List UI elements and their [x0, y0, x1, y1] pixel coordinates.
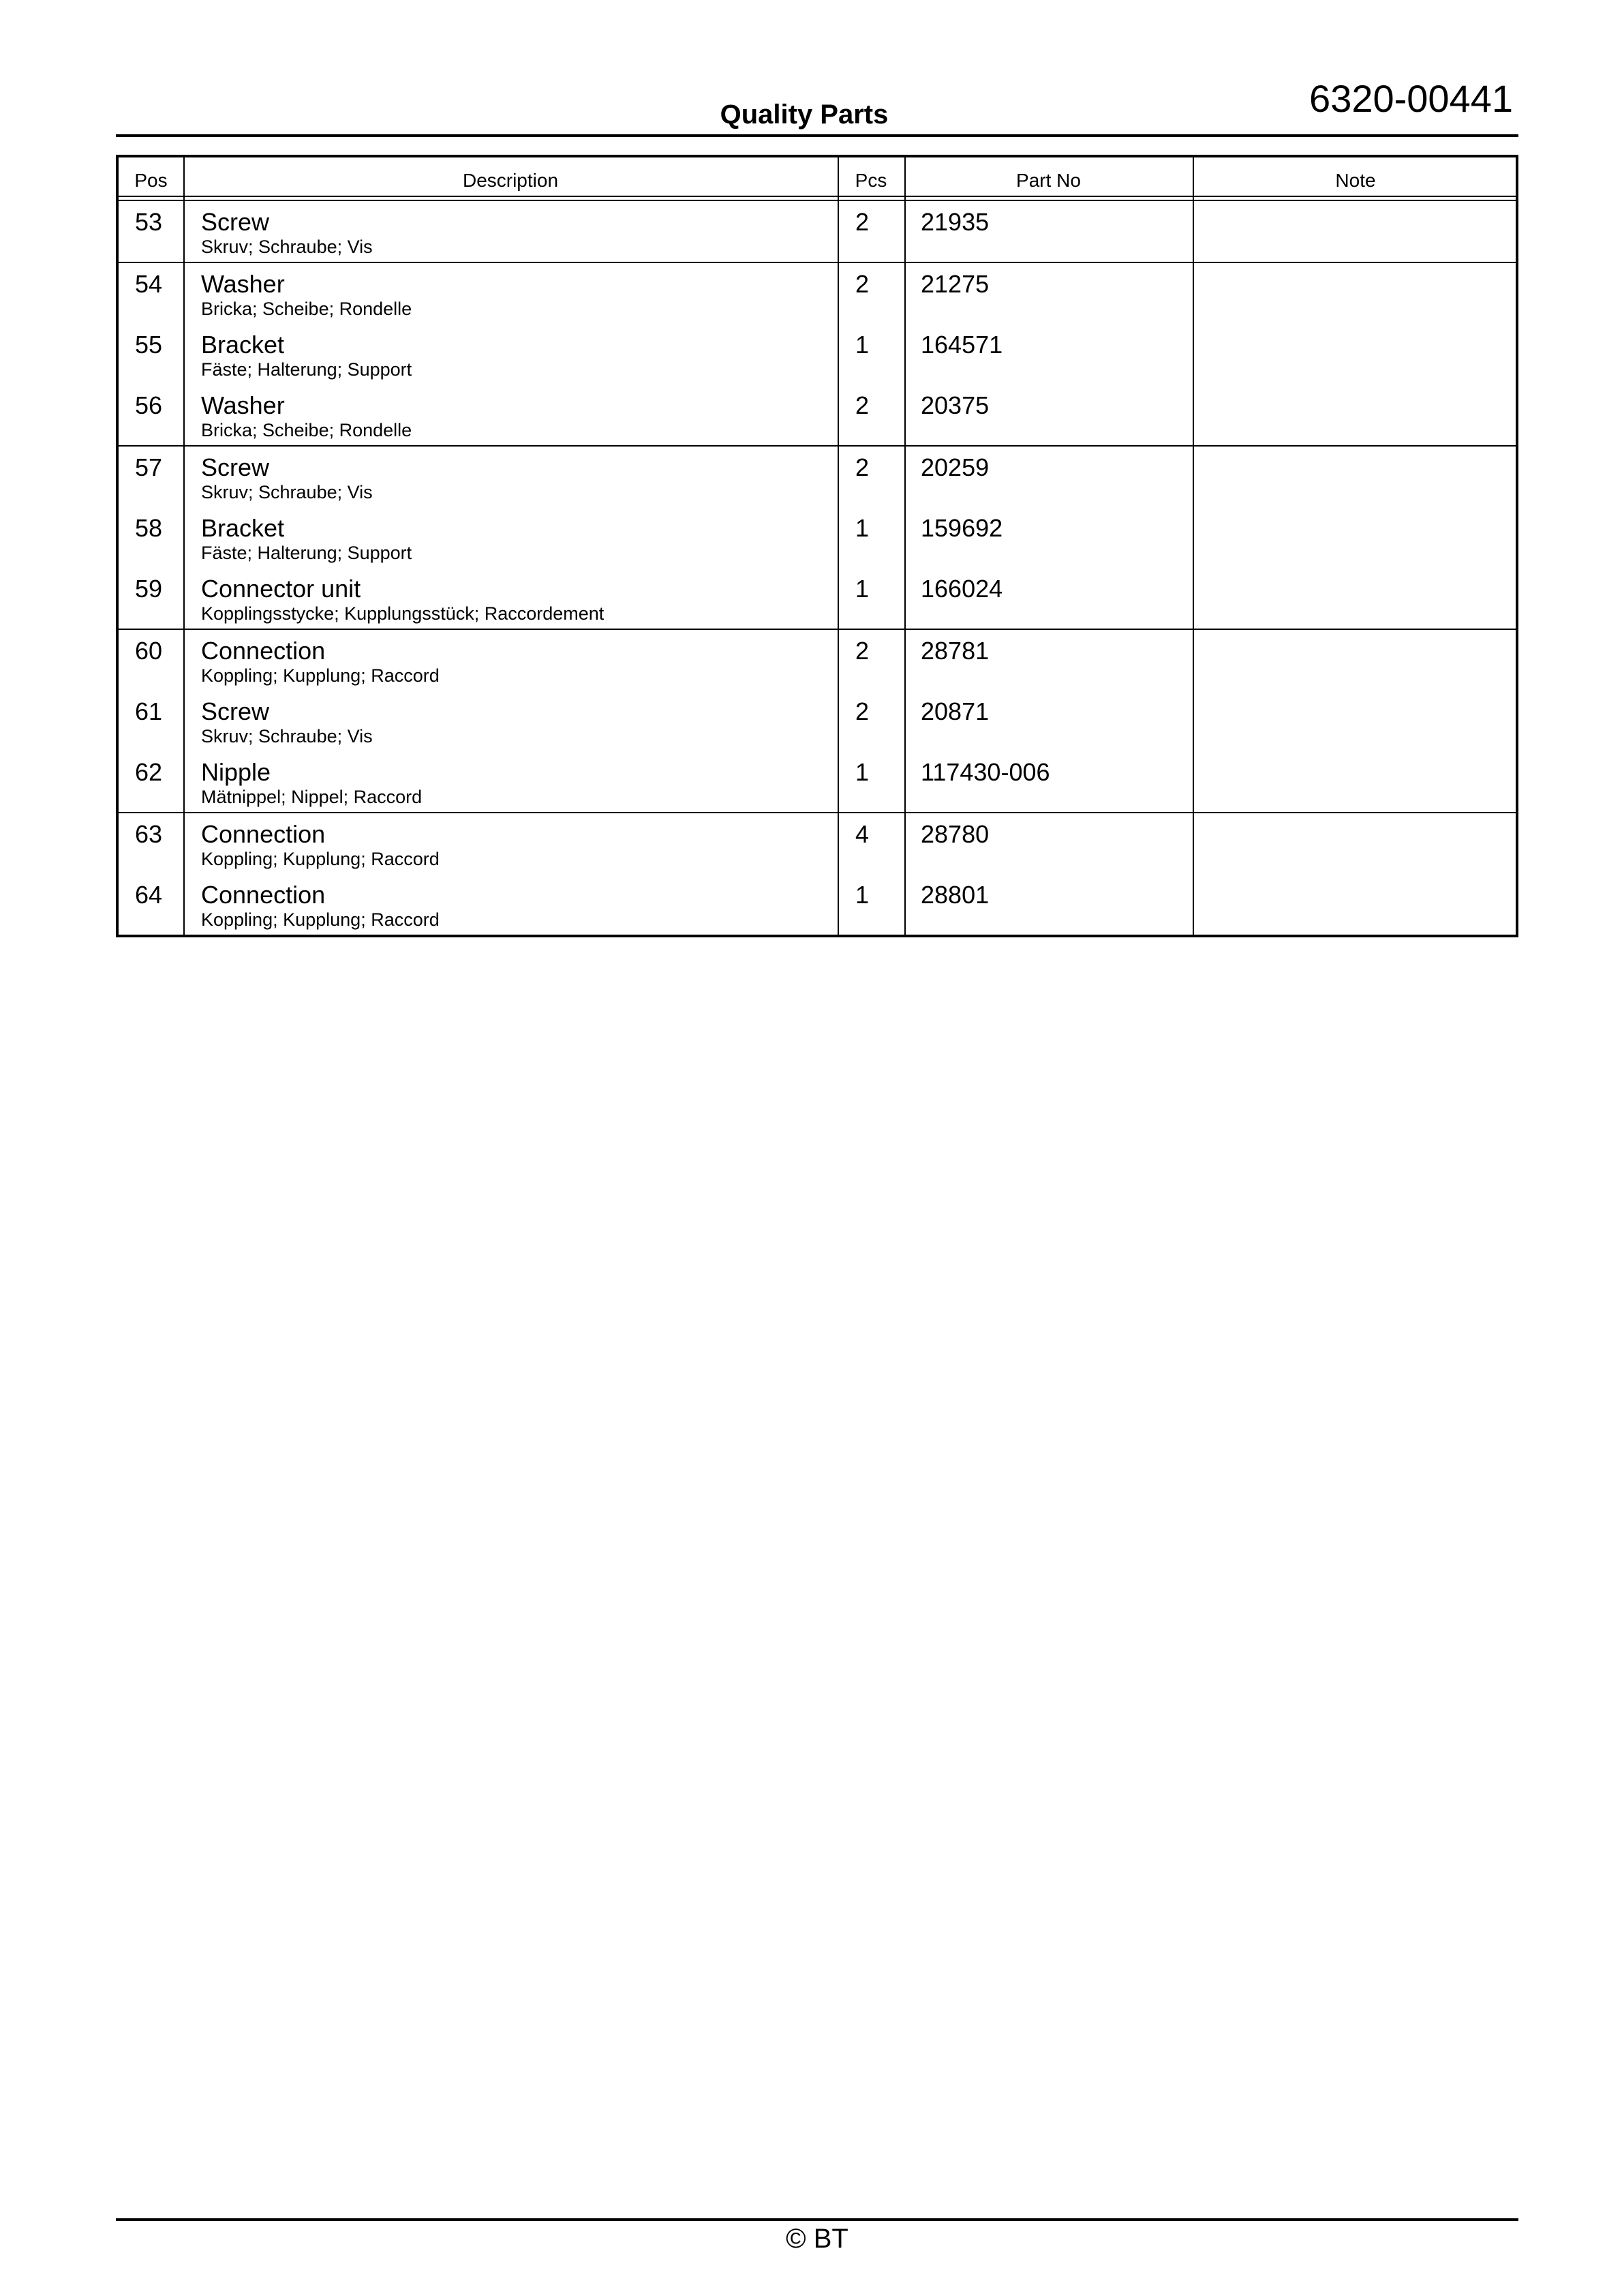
part-translations: Kopplingsstycke; Kupplungsstück; Raccordement	[201, 603, 605, 624]
pcs-cell: 4	[855, 820, 870, 848]
column-header-note: Note	[1335, 170, 1376, 191]
copyright: © BT	[786, 2224, 848, 2254]
part-translations: Skruv; Schraube; Vis	[201, 482, 373, 502]
pos-cell: 58	[135, 514, 163, 542]
part-translations: Fäste; Halterung; Support	[201, 543, 412, 563]
pos-cell: 56	[135, 391, 163, 419]
pos-cell: 57	[135, 453, 163, 481]
parts-table	[116, 155, 1518, 937]
part-name: Connection	[201, 637, 326, 665]
pcs-cell: 1	[855, 881, 870, 909]
part-number: 159692	[921, 514, 1003, 542]
pos-cell: 61	[135, 697, 163, 725]
row-group	[119, 813, 1516, 935]
part-name: Bracket	[201, 514, 285, 542]
part-translations: Bricka; Scheibe; Rondelle	[201, 299, 412, 319]
pcs-cell: 1	[855, 758, 870, 786]
table-row	[119, 751, 1516, 812]
part-number: 166024	[921, 575, 1003, 603]
pcs-cell: 1	[855, 514, 870, 542]
column-header-pos: Pos	[134, 170, 168, 191]
pcs-cell: 2	[855, 697, 870, 725]
pos-cell: 53	[135, 208, 163, 236]
pos-cell: 60	[135, 637, 163, 665]
document-number: 6320-00441	[1309, 77, 1513, 120]
row-group	[119, 201, 1516, 263]
pcs-cell: 2	[855, 208, 870, 236]
part-translations: Koppling; Kupplung; Raccord	[201, 849, 440, 869]
part-translations: Skruv; Schraube; Vis	[201, 726, 373, 746]
page-title: Quality Parts	[720, 100, 889, 130]
table-row	[119, 201, 1516, 262]
part-translations: Koppling; Kupplung; Raccord	[201, 665, 440, 686]
part-name: Screw	[201, 697, 270, 725]
part-number: 28781	[921, 637, 990, 665]
row-group	[119, 630, 1516, 813]
part-name: Nipple	[201, 758, 271, 786]
pos-cell: 54	[135, 270, 163, 298]
footer-divider	[116, 2218, 1518, 2221]
pos-cell: 64	[135, 881, 163, 909]
part-translations: Skruv; Schraube; Vis	[201, 237, 373, 257]
header-divider	[116, 134, 1518, 137]
part-number: 21935	[921, 208, 990, 236]
part-translations: Bricka; Scheibe; Rondelle	[201, 420, 412, 440]
part-name: Connector unit	[201, 575, 361, 603]
row-group	[119, 447, 1516, 630]
part-number: 117430-006	[921, 758, 1050, 786]
table-row	[119, 874, 1516, 935]
row-group	[119, 263, 1516, 447]
part-name: Bracket	[201, 331, 285, 359]
pos-cell: 55	[135, 331, 163, 359]
part-number: 28780	[921, 820, 990, 848]
table-row	[119, 813, 1516, 874]
pcs-cell: 1	[855, 331, 870, 359]
part-number: 21275	[921, 270, 990, 298]
part-name: Connection	[201, 820, 326, 848]
part-name: Screw	[201, 453, 270, 481]
pos-cell: 59	[135, 575, 163, 603]
part-translations: Fäste; Halterung; Support	[201, 359, 412, 380]
part-number: 28801	[921, 881, 990, 909]
table-row	[119, 568, 1516, 629]
part-translations: Koppling; Kupplung; Raccord	[201, 909, 440, 930]
pos-cell: 62	[135, 758, 163, 786]
part-name: Washer	[201, 270, 285, 298]
pcs-cell: 2	[855, 270, 870, 298]
table-body	[119, 201, 1516, 935]
column-header-pcs: Pcs	[855, 170, 887, 191]
part-translations: Mätnippel; Nippel; Raccord	[201, 787, 423, 807]
table-row	[119, 384, 1516, 445]
pos-cell: 63	[135, 820, 163, 848]
part-name: Washer	[201, 391, 285, 419]
part-number: 164571	[921, 331, 1003, 359]
table-row	[119, 263, 1516, 324]
pcs-cell: 2	[855, 637, 870, 665]
column-header-part-no: Part No	[1016, 170, 1081, 191]
table-row	[119, 507, 1516, 568]
pcs-cell: 2	[855, 391, 870, 419]
header-double-rule	[119, 196, 1516, 201]
column-header-description: Description	[462, 170, 559, 191]
table-row	[119, 630, 1516, 691]
pcs-cell: 1	[855, 575, 870, 603]
part-number: 20375	[921, 391, 990, 419]
part-name: Connection	[201, 881, 326, 909]
part-name: Screw	[201, 208, 270, 236]
part-number: 20259	[921, 453, 990, 481]
table-row	[119, 691, 1516, 751]
pcs-cell: 2	[855, 453, 870, 481]
table-header	[119, 157, 1516, 196]
part-number: 20871	[921, 697, 990, 725]
table-row	[119, 447, 1516, 507]
table-row	[119, 324, 1516, 384]
